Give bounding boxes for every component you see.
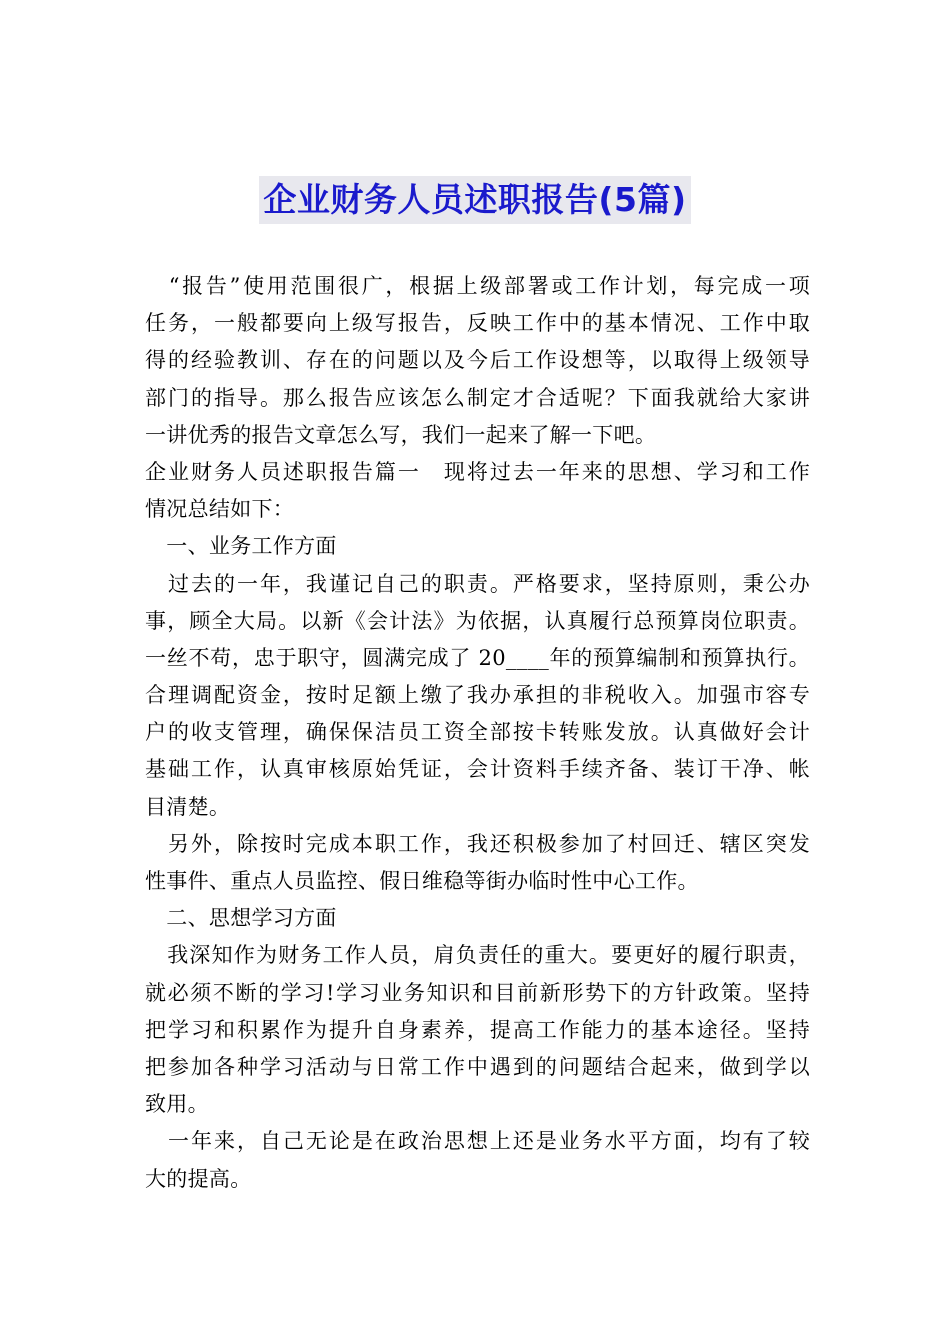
body-line: 性事件、重点人员监控、假日维稳等街办临时性中心工作。 — [145, 869, 699, 893]
body-line: 致用。 — [145, 1092, 209, 1117]
document-body — [145, 268, 810, 1198]
body-line: 合理调配资金，按时足额上缴了我办承担的非税收入。加强市容专 — [145, 683, 810, 708]
body-line: 事，顾全大局。以新《会计法》为依据，认真履行总预算岗位职责。 — [145, 608, 810, 633]
body-line: 基础工作，认真审核原始凭证，会计资料手续齐备、装订干净、帐 — [145, 757, 810, 782]
body-line: 我深知作为财务工作人员，肩负责任的重大。要更好的履行职责， — [145, 943, 810, 968]
body-line: 目清楚。 — [145, 794, 231, 819]
body-line: 另外，除按时完成本职工作，我还积极参加了村回迁、辖区突发 — [145, 831, 810, 856]
body-line: 把学习和积累作为提升自身素养，提高工作能力的基本途径。坚持 — [145, 1017, 810, 1042]
body-line: 一丝不苟，忠于职守，圆满完成了 20____年的预算编制和预算执行。 — [145, 645, 810, 670]
body-line: 过去的一年，我谨记自己的职责。严格要求，坚持原则，秉公办 — [145, 571, 810, 596]
section-heading: 一、业务工作方面 — [145, 534, 337, 559]
title-container — [0, 176, 950, 224]
body-line: 把参加各种学习活动与日常工作中遇到的问题结合起来，做到学以 — [145, 1054, 810, 1079]
document-title: 企业财务人员述职报告(5篇) — [259, 176, 690, 224]
body-line: 户的收支管理，确保保洁员工资全部按卡转账发放。认真做好会计 — [145, 720, 810, 745]
body-line: 大的提高。 — [145, 1166, 252, 1191]
body-line: 一讲优秀的报告文章怎么写，我们一起来了解一下吧。 — [145, 422, 657, 447]
body-line: 任务，一般都要向上级写报告，反映工作中的基本情况、工作中取 — [145, 311, 810, 336]
body-line: 情况总结如下： — [145, 497, 295, 522]
body-line: 部门的指导。那么报告应该怎么制定才合适呢？下面我就给大家讲 — [145, 385, 810, 410]
body-line: 就必须不断的学习!学习业务知识和目前新形势下的方针政策。坚持 — [145, 980, 810, 1005]
section-heading: 二、思想学习方面 — [145, 906, 337, 931]
body-line: 一年来，自己无论是在政治思想上还是业务水平方面，均有了较 — [145, 1129, 810, 1154]
body-line: “报告”使用范围很广，根据上级部署或工作计划，每完成一项 — [145, 274, 810, 298]
body-line: 得的经验教训、存在的问题以及今后工作设想等，以取得上级领导 — [145, 348, 810, 373]
body-line: 企业财务人员述职报告篇一 现将过去一年来的思想、学习和工作 — [145, 459, 810, 484]
